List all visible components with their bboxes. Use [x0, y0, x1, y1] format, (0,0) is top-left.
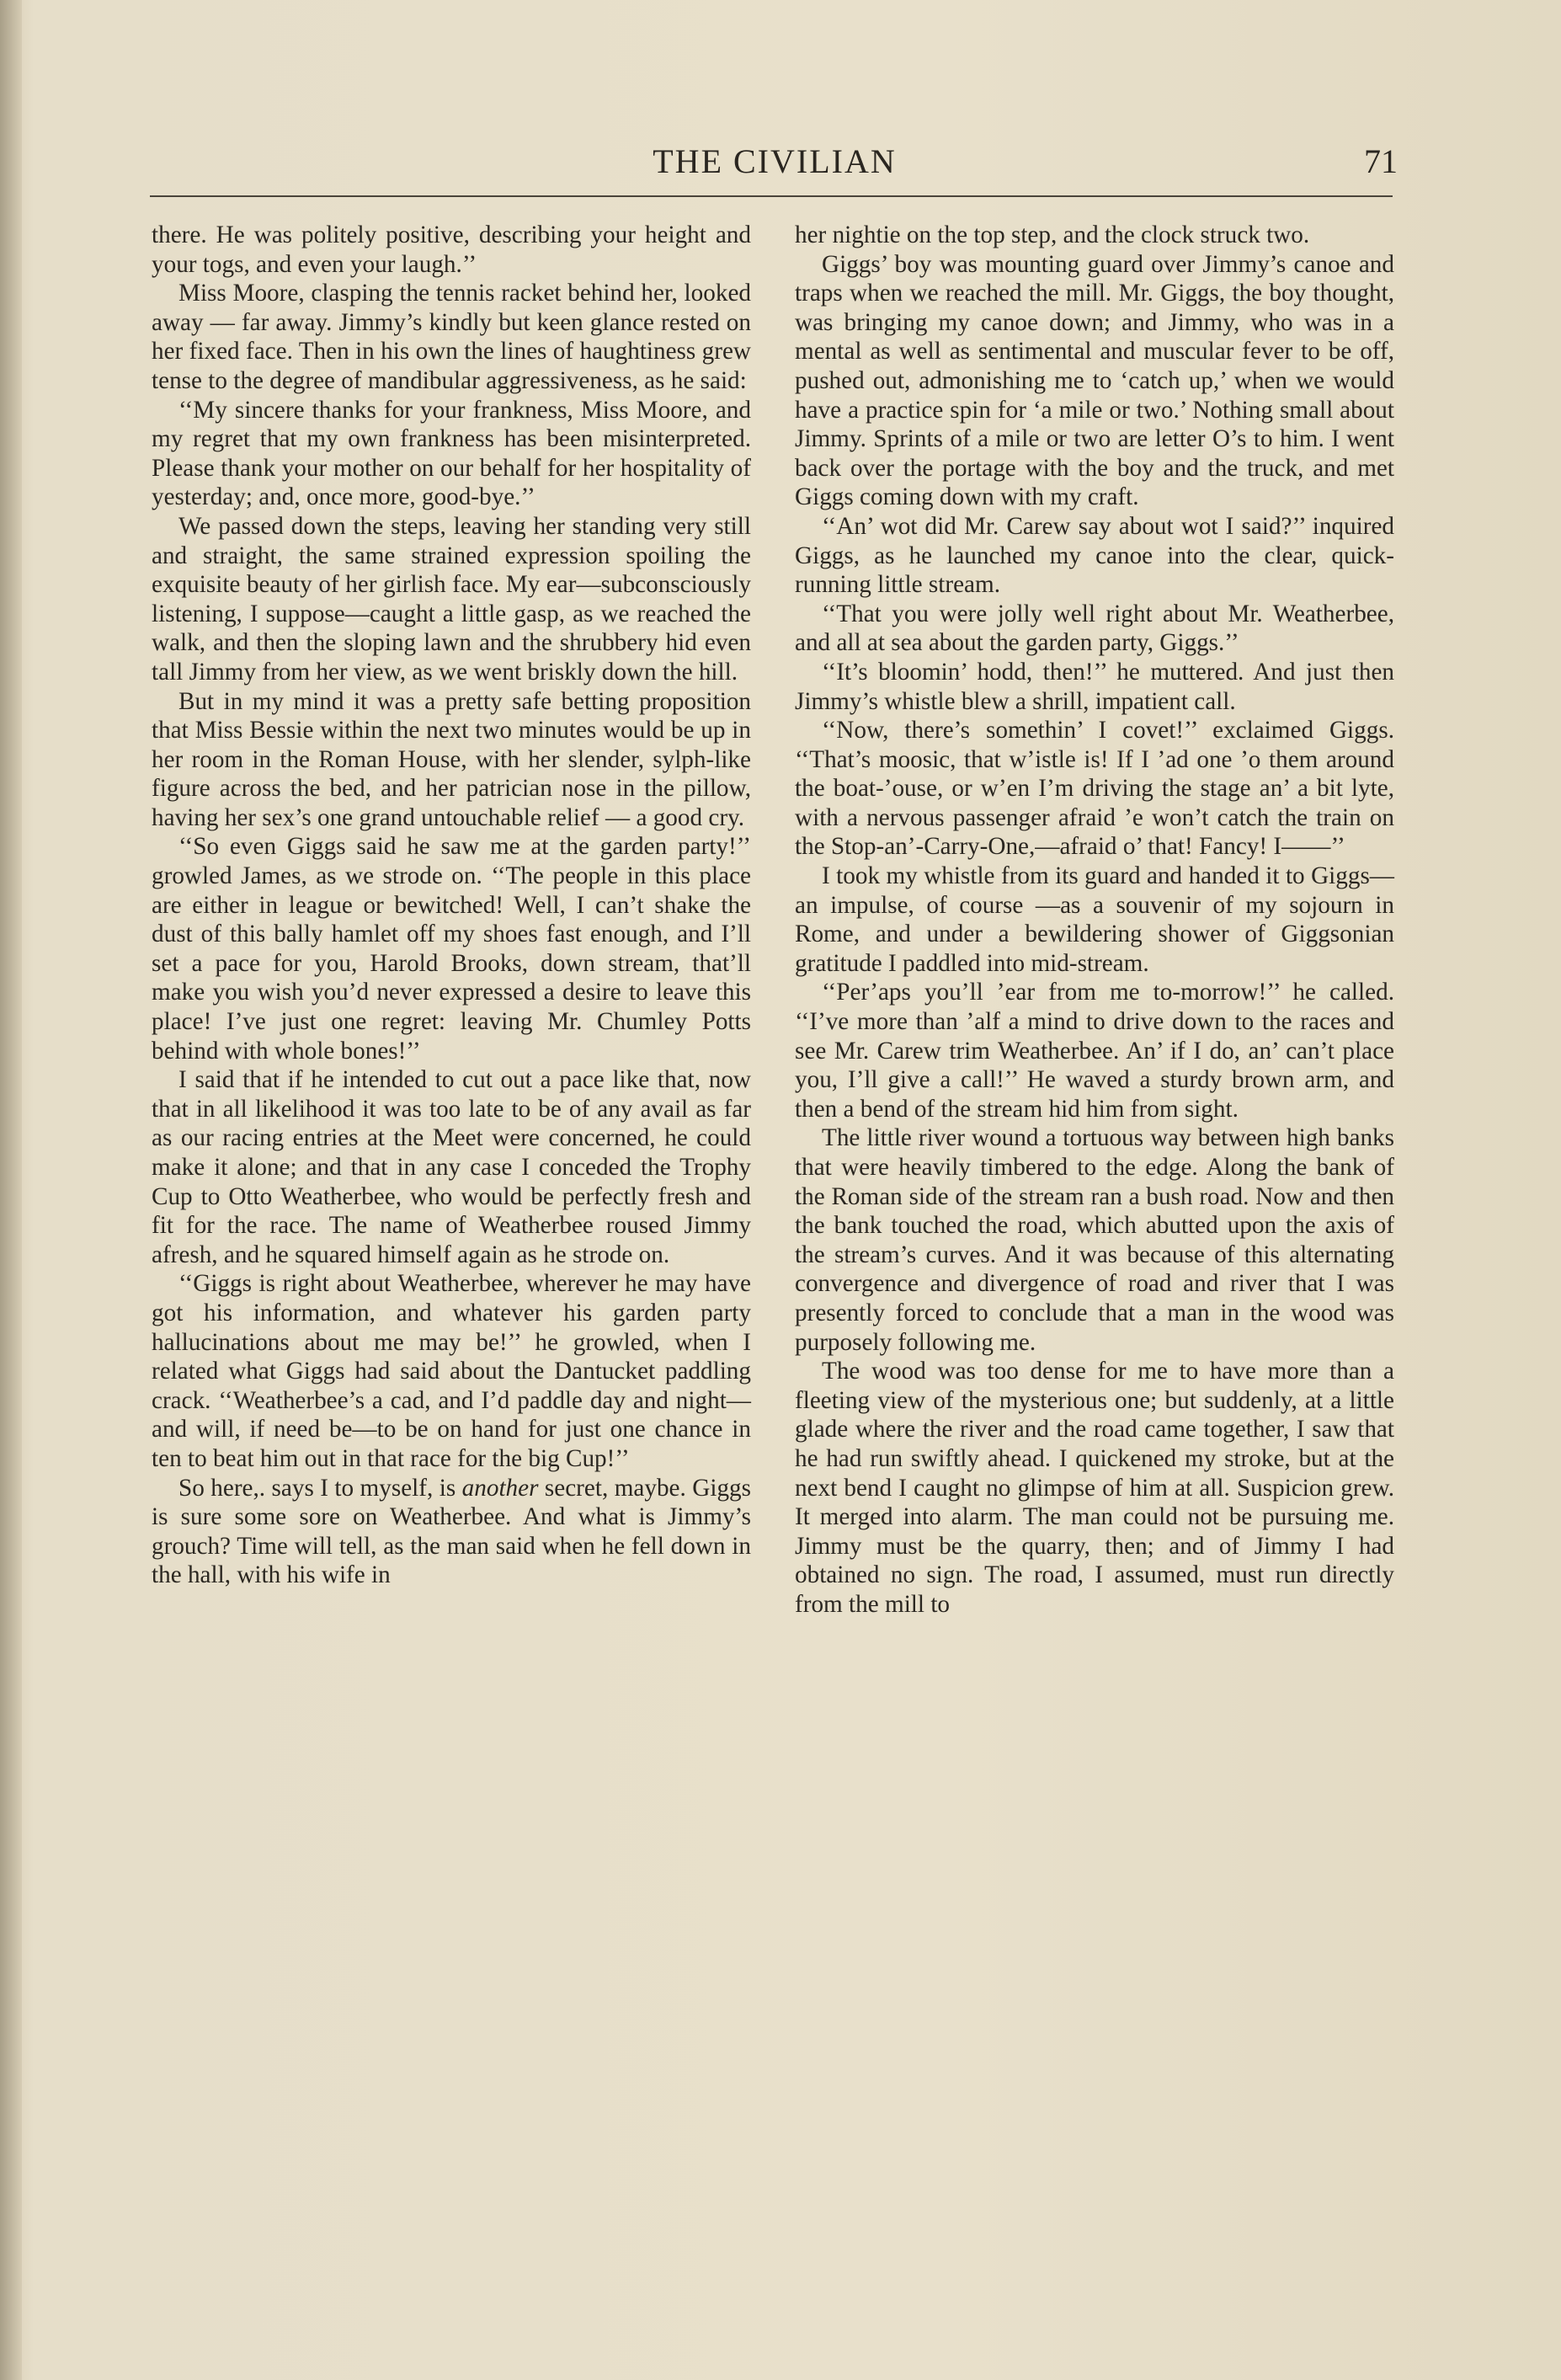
paragraph: Giggs’ boy was mounting guard over Jimmy’s canoe and traps when we reached the mill. Mr. Giggs, the boy thought, was bringing my canoe down; and Jimmy, who was in a mental as well as sentimental and muscular fever to be off, pushed out, admonishing me to ‘catch up,’ when we would have a practice spin for ‘a mile or two.’ Nothing small about Jimmy. Sprints of a mile or two are letter O’s to him. I went back over the portage with the boy and the truck, and met Giggs coming down with my craft. — [795, 250, 1394, 511]
paragraph: there. He was politely positive, describing your height and your togs, and even your laugh.’’ — [152, 221, 751, 278]
paragraph: ‘‘An’ wot did Mr. Carew say about wot I said?’’ inquired Giggs, as he launched my canoe into the clear, quick-running little stream. — [795, 512, 1394, 599]
paragraph: I said that if he intended to cut out a pace like that, now that in all likelihood it was too late to be of any avail as far as our racing entries at the Meet were concerned, he could make it alone; and that in any case I conceded the Trophy Cup to Otto Weatherbee, who would be perfectly fresh and fit for the race. The name of Weatherbee roused Jimmy afresh, and he squared himself again as he strode on. — [152, 1066, 751, 1268]
paragraph: ‘‘Now, there’s somethin’ I covet!’’ exclaimed Giggs. ‘‘That’s moosic, that w’istle is! If I ’ad one ’o them around the boat-’ouse, or w’en I’m driving the stage an’ a bit lyte, with a nervous passenger afraid ’e won’t catch the train on the Stop-an’-Carry-One,—afraid o’ that! Fancy! I——’’ — [795, 717, 1394, 861]
paragraph: ‘‘Giggs is right about Weatherbee, wherever he may have got his information, and whatever his garden party hallucinations about me may be!’’ he growled, when I related what Giggs had said about the Dantucket paddling crack. ‘‘Weatherbee’s a cad, and I’d paddle day and night—and will, if need be—to be on hand for just one chance in ten to beat him out in that race for the big Cup!’’ — [152, 1270, 751, 1472]
paragraph: ‘‘That you were jolly well right about Mr. Weatherbee, and all at sea about the garden party, Giggs.’’ — [795, 600, 1394, 657]
paragraph — [152, 1474, 751, 1590]
paragraph: But in my mind it was a pretty safe betting proposition that Miss Bessie within the next two minutes would be up in her room in the Roman House, with her slender, sylph-like figure across the bed, and her patrician nose in the pillow, having her sex’s one grand untouchable relief — a good cry. — [152, 687, 751, 831]
italic-text: another — [461, 1474, 539, 1502]
binding-shadow — [0, 0, 22, 2380]
header-rule — [150, 195, 1393, 197]
paragraph: The little river wound a tortuous way between high banks that were heavily timbered to the edge. Along the bank of the Roman side of the stream ran a bush road. Now and then the bank touched the road, which abutted upon the axis of the stream’s curves. And it was because of this alternating convergence and divergence of road and river that I was presently forced to conclude that a man in the wood was purposely following me. — [795, 1124, 1394, 1356]
paragraph: ‘‘So even Giggs said he saw me at the garden party!’’ growled James, as we strode on. ‘‘The people in this place are either in league or bewitched! Well, I can’t shake the dust of this bally hamlet off my shoes fast enough, and I’ll set a pace for you, Harold Brooks, down stream, that’ll make you wish you’d never expressed a desire to leave this place! I’ve just one regret: leaving Mr. Chumley Potts behind with whole bones!’’ — [152, 833, 751, 1065]
page-header — [152, 141, 1398, 192]
right-column — [795, 221, 1394, 1620]
text-run: So here,. says I to myself, is — [178, 1474, 462, 1502]
paragraph: We passed down the steps, leaving her standing very still and straight, the same strained expression spoiling the exquisite beauty of her girlish face. My ear—subconsciously listening, I suppose—caught a little gasp, as we reached the walk, and then the sloping lawn and the shrubbery hid even tall Jimmy from her view, as we went briskly down the hill. — [152, 512, 751, 686]
paragraph: I took my whistle from its guard and handed it to Giggs—an impulse, of course —as a souvenir of my sojourn in Rome, and under a bewildering shower of Giggsonian gratitude I paddled into mid-stream. — [795, 862, 1394, 977]
text-run: secret, maybe. Giggs is sure some sore on Weatherbee. And what is Jimmy’s grouch? Time will tell, as the man said when he fell down in the hall, with his wife in — [152, 1474, 751, 1589]
paragraph: Miss Moore, clasping the tennis racket behind her, looked away — far away. Jimmy’s kindly but keen glance rested on her fixed face. Then in his own the lines of haughtiness grew tense to the degree of mandibular aggressiveness, as he said: — [152, 280, 751, 394]
paragraph: ‘‘My sincere thanks for your frankness, Miss Moore, and my regret that my own frankness has been misinterpreted. Please thank your mother on our behalf for her hospitality of yesterday; and, once more, good-bye.’’ — [152, 396, 751, 511]
running-title: THE CIVILIAN — [653, 142, 897, 180]
paragraph: ‘‘Per’aps you’ll ’ear from me to-morrow!’’ he called. ‘‘I’ve more than ’alf a mind to drive down to the races and see Mr. Carew trim Weatherbee. An’ if I do, an’ can’t place you, I’ll give a call!’’ He waved a sturdy brown arm, and then a bend of the stream hid him from sight. — [795, 979, 1394, 1123]
left-column — [152, 221, 751, 1590]
page-number: 71 — [1364, 142, 1398, 180]
paragraph: ‘‘It’s bloomin’ hodd, then!’’ he muttered. And just then Jimmy’s whistle blew a shrill, impatient call. — [795, 658, 1394, 715]
paragraph: The wood was too dense for me to have more than a fleeting view of the mysterious one; but suddenly, at a little glade where the river and the road came together, I saw that he had run swiftly ahead. I quickened my stroke, but at the next bend I caught no glimpse of him at all. Suspicion grew. It merged into alarm. The man could not be pursuing me. Jimmy must be the quarry, then; and of Jimmy I had obtained no sign. The road, I assumed, must run directly from the mill to — [795, 1358, 1394, 1618]
paragraph: her nightie on the top step, and the clock struck two. — [795, 221, 1310, 248]
